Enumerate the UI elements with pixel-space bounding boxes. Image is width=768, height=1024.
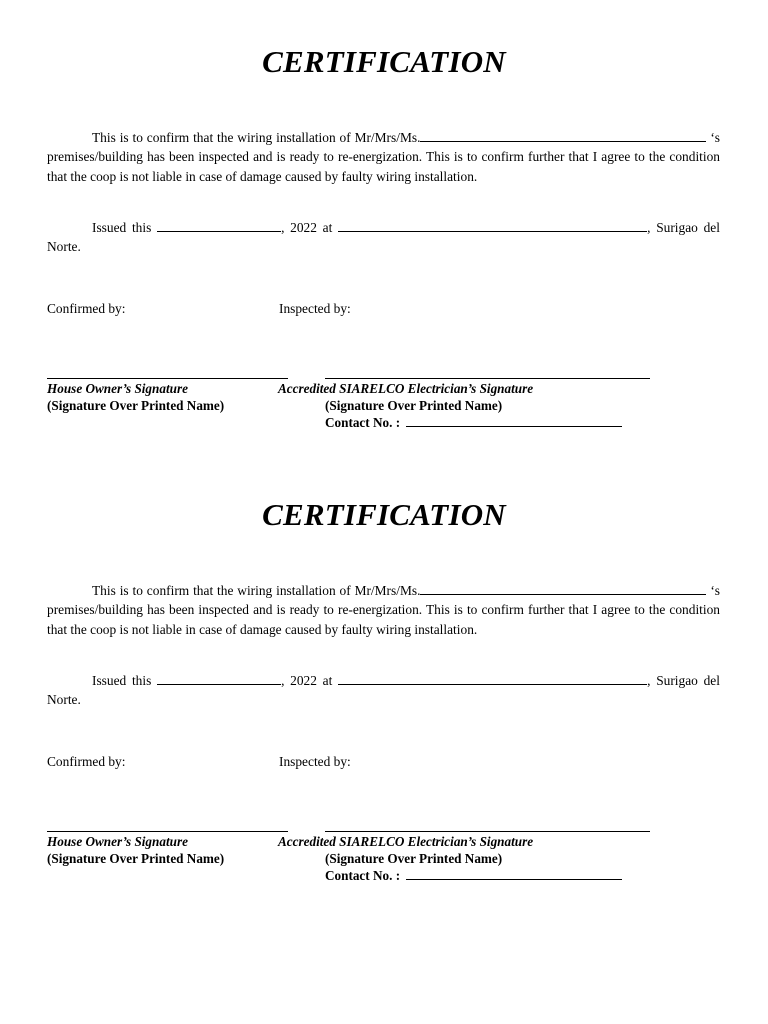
electrician-signature-caption: Accredited SIARELCO Electrician’s Signature: [278, 834, 534, 849]
certificate-title: CERTIFICATION: [262, 497, 506, 532]
paragraph-start: This is to confirm that the wiring installation of Mr/Mrs/Ms.: [92, 130, 421, 145]
issued-prefix: Issued this: [92, 673, 152, 688]
issued-line: [47, 671, 720, 710]
confirmed-by-label: Confirmed by:: [47, 754, 126, 769]
contact-number-row: [325, 867, 622, 884]
electrician-signature-caption: Accredited SIARELCO Electrician’s Signature: [278, 381, 534, 396]
issued-year: , 2022 at: [281, 220, 333, 235]
issued-date-blank[interactable]: [157, 671, 281, 685]
certificate-paragraph: [47, 128, 720, 186]
owner-signature-subcaption: (Signature Over Printed Name): [47, 851, 225, 866]
inspected-by-label: Inspected by:: [279, 754, 351, 769]
contact-number-row: [325, 414, 622, 431]
owner-signature-line[interactable]: [47, 378, 288, 379]
contact-number-blank[interactable]: [406, 414, 622, 427]
issued-suffix: , Surigao del Norte.: [47, 673, 720, 708]
certificate-paragraph: [47, 581, 720, 639]
owner-signature-caption: House Owner’s Signature: [47, 381, 188, 396]
issued-line: [47, 218, 720, 257]
certification-form-1: [0, 0, 768, 453]
issued-suffix: , Surigao del Norte.: [47, 220, 720, 255]
owner-signature-line[interactable]: [47, 831, 288, 832]
issued-place-blank[interactable]: [338, 218, 647, 232]
electrician-signature-subcaption: (Signature Over Printed Name): [325, 398, 503, 413]
owner-name-blank[interactable]: [420, 128, 706, 142]
issued-prefix: Issued this: [92, 220, 152, 235]
confirmed-by-label: Confirmed by:: [47, 301, 126, 316]
contact-number-blank[interactable]: [406, 867, 622, 880]
issued-year: , 2022 at: [281, 673, 333, 688]
owner-signature-subcaption: (Signature Over Printed Name): [47, 398, 225, 413]
certificate-title: CERTIFICATION: [262, 44, 506, 79]
inspected-by-label: Inspected by:: [279, 301, 351, 316]
electrician-signature-line[interactable]: [325, 378, 650, 379]
paragraph-start: This is to confirm that the wiring installation of Mr/Mrs/Ms.: [92, 583, 421, 598]
owner-name-blank[interactable]: [420, 581, 706, 595]
owner-signature-caption: House Owner’s Signature: [47, 834, 188, 849]
contact-number-label: Contact No. :: [325, 868, 401, 883]
certification-form-2: [0, 453, 768, 906]
paragraph-end: ‘s premises/building has been inspected and is ready to re-energization. This is to confirm further that I agree to the condition that the coop is not liable in case of damage caused by faulty wiring installation.: [47, 130, 720, 184]
electrician-signature-line[interactable]: [325, 831, 650, 832]
contact-number-label: Contact No. :: [325, 415, 401, 430]
electrician-signature-subcaption: (Signature Over Printed Name): [325, 851, 503, 866]
issued-date-blank[interactable]: [157, 218, 281, 232]
paragraph-end: ‘s premises/building has been inspected and is ready to re-energization. This is to confirm further that I agree to the condition that the coop is not liable in case of damage caused by faulty wiring installation.: [47, 583, 720, 637]
issued-place-blank[interactable]: [338, 671, 647, 685]
